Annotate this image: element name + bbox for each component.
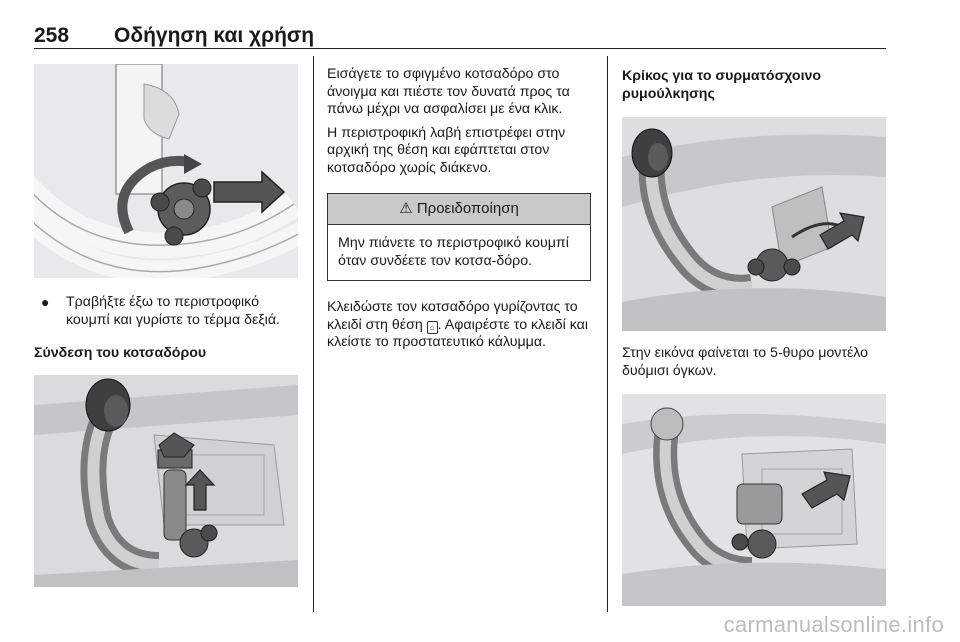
warning-text: Μην πιάνετε το περιστροφικό κουμπί όταν συνδέετε τον κοτσα-δόρο. <box>338 235 569 269</box>
column-3 <box>622 64 886 606</box>
bullet-item <box>34 294 298 329</box>
warning-header <box>328 194 590 225</box>
header-rule <box>34 48 886 49</box>
column-1 <box>34 64 298 587</box>
section-heading-tow-eye: Κρίκος για το συρματόσχοινο ρυμούλκησης <box>622 68 822 102</box>
figure-caption: Στην εικόνα φαίνεται το 5-θυρο μοντέλο δυόμισι όγκων. <box>622 345 869 379</box>
figure-tow-eye-5door <box>622 394 886 606</box>
figure-rotary-knob <box>34 64 298 278</box>
column-divider-2 <box>607 56 608 612</box>
paragraph-lock-part-2: . Αφαιρέστε το κλειδί και κλείστε το προστατευτικό κάλυμμα. <box>327 316 588 350</box>
paragraph-handle-returns: Η περιστροφική λαβή επιστρέφει στην αρχική της θέση και εφάπτεται στον κοτσαδόρο χωρίς διάκενο. <box>327 124 566 176</box>
warning-triangle-icon: ⚠ <box>399 200 413 217</box>
figure-tow-eye <box>622 117 886 331</box>
warning-title: Προειδοποίηση <box>416 200 519 217</box>
warning-body <box>328 225 590 280</box>
column-2 <box>327 64 591 352</box>
watermark: carmanualsonline.info <box>723 612 944 637</box>
bullet-text: Τραβήξτε έξω το περιστροφικό κουμπί και γυρίστε το τέρμα δεξιά. <box>66 294 280 328</box>
column-divider-1 <box>313 56 314 612</box>
bullet-dot-icon: ● <box>41 294 50 310</box>
paragraph-lock <box>327 299 591 352</box>
paragraph-lock-part-1: Κλειδώστε τον κοτσαδόρο γυρίζοντας το κλειδί στη θέση <box>327 299 578 333</box>
page-title: Οδήγηση και χρήση <box>114 24 315 47</box>
page-number: 258 <box>34 24 70 47</box>
paragraph-insert: Εισάγετε το σφιγμένο κοτσαδόρο στο άνοιγμα και πιέστε τον δυνατά προς τα πάνω μέχρι να ασφαλίσει με ένα κλικ. <box>327 66 570 117</box>
warning-box <box>327 193 591 281</box>
lock-icon: ⌂ <box>427 321 438 334</box>
page-header <box>34 20 886 50</box>
section-heading-connect: Σύνδεση του κοτσαδόρου <box>34 345 207 361</box>
figure-insert-towbar <box>34 375 298 587</box>
